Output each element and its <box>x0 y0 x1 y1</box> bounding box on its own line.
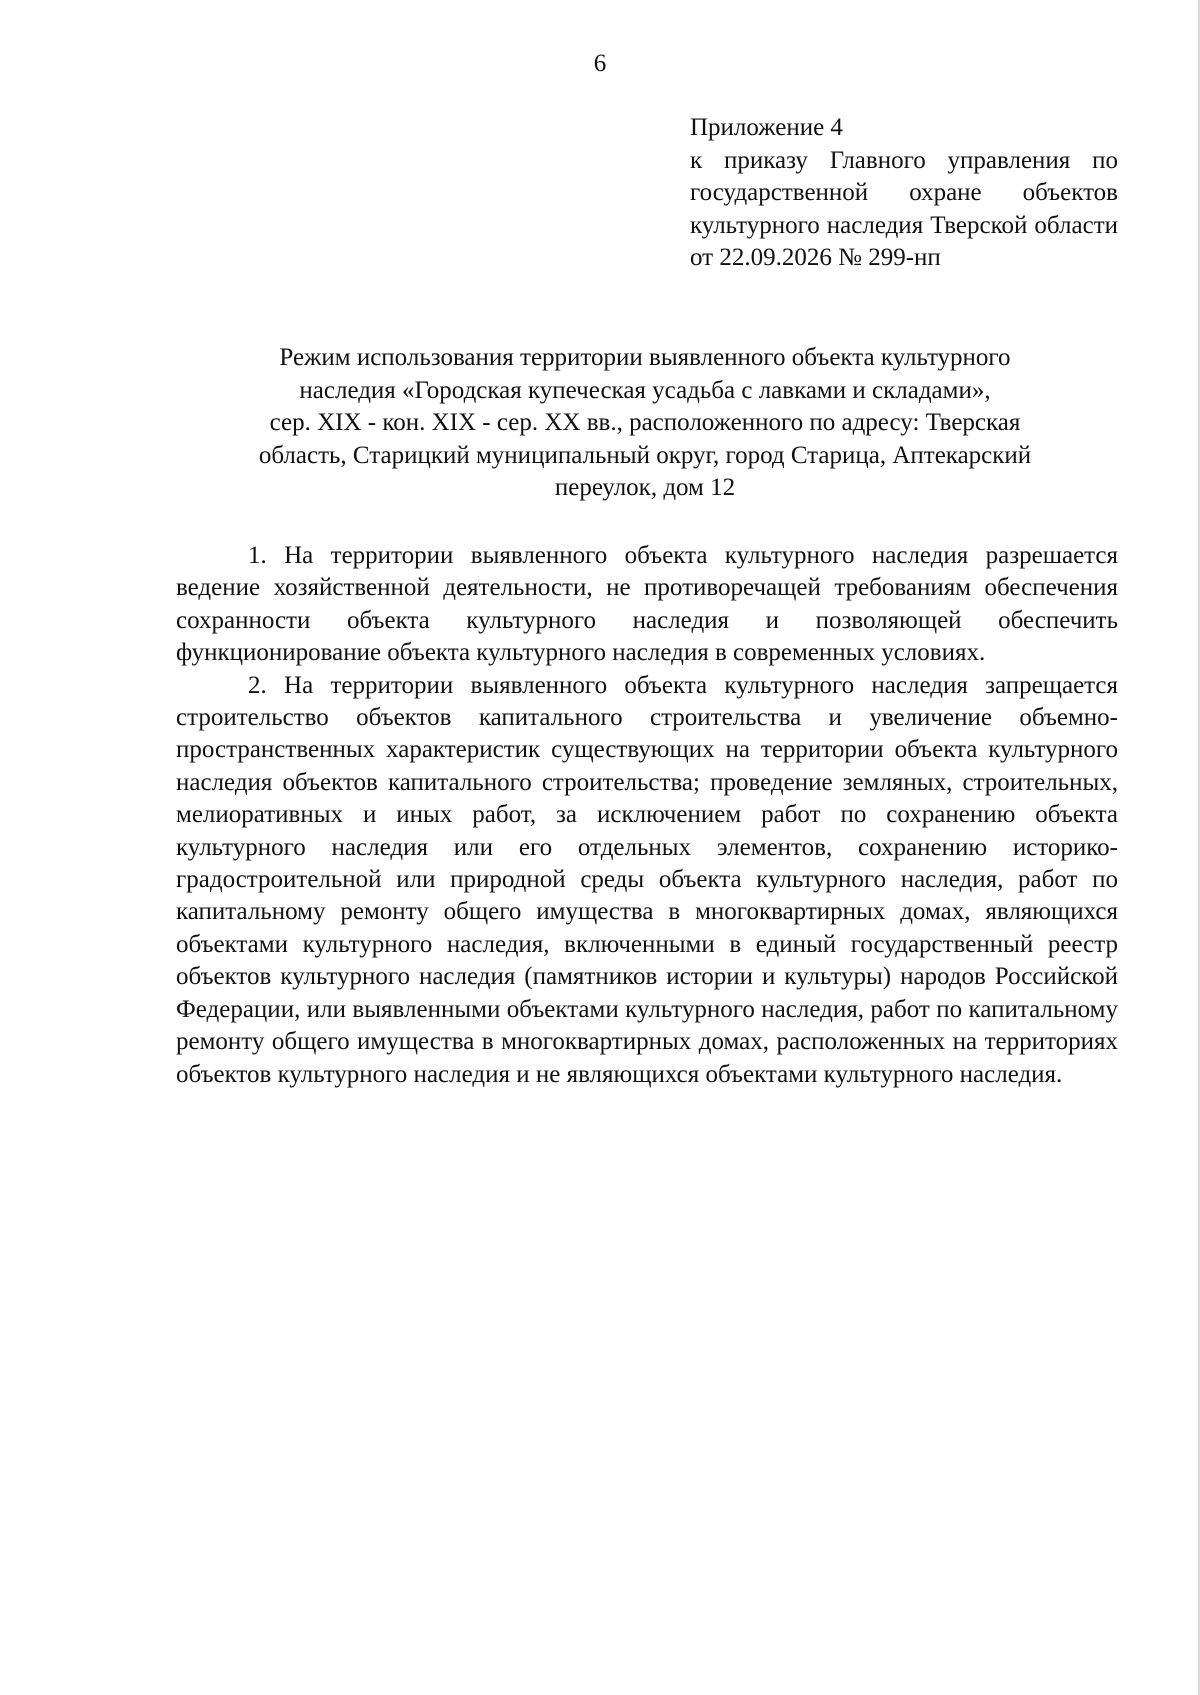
page-number: 6 <box>593 50 607 77</box>
paragraph-text: На территории выявленного объекта культурного наследия запрещается строительство объектов капитального строительства и увеличение объемно-пространственных характеристик существующих на территории объекта культурного наследия объектов капитального строительства; проведение земляных, строительных, мелиоративных и иных работ, за исключением работ по сохранению объекта культурного наследия или его отдельных элементов, сохранению историко-градостроительной или природной среды объекта культурного наследия, работ по капитальному ремонту общего имущества в многоквартирных домах, являющихся объектами культурного наследия, включенными в единый государственный реестр объектов культурного наследия (памятников истории и культуры) народов Российской Федерации, или выявленными объектами культурного наследия, работ по капитальному ремонту общего имущества в многоквартирных домах, расположенных на территориях объектов культурного наследия и не являющихся объектами культурного наследия. <box>176 671 1118 1088</box>
appendix-header <box>690 112 1118 275</box>
title-line: Режим использования территории выявленного объекта культурного <box>279 344 1011 371</box>
paragraph-text: На территории выявленного объекта культурного наследия разрешается ведение хозяйственной деятельности, не противоречащей требованиям обеспечения сохранности объекта культурного наследия и позволяющей обеспечить функционирование объекта культурного наследия в современных условиях. <box>176 542 1118 667</box>
paragraph-2 <box>176 670 1118 1091</box>
title-line: область, Старицкий муниципальный округ, город Старица, Аптекарский <box>258 441 1032 469</box>
title-line: переулок, дом 12 <box>554 474 736 501</box>
paragraph-number: 2. <box>248 671 267 699</box>
title-line: сер. XIX - кон. XIX - сер. XX вв., расположенного по адресу: Тверская <box>269 409 1021 436</box>
document-body <box>176 540 1118 1091</box>
appendix-reference: к приказу Главного управления по государственной охране объектов культурного наследия Тверской области от 22.09.2026 № 299-нп <box>690 146 1118 271</box>
paragraph-1 <box>176 540 1118 670</box>
paragraph-number: 1. <box>248 542 267 569</box>
document-title <box>170 342 1120 505</box>
title-line: наследия «Городская купеческая усадьба с лавками и складами», <box>299 376 991 404</box>
appendix-title: Приложение 4 <box>690 114 843 141</box>
